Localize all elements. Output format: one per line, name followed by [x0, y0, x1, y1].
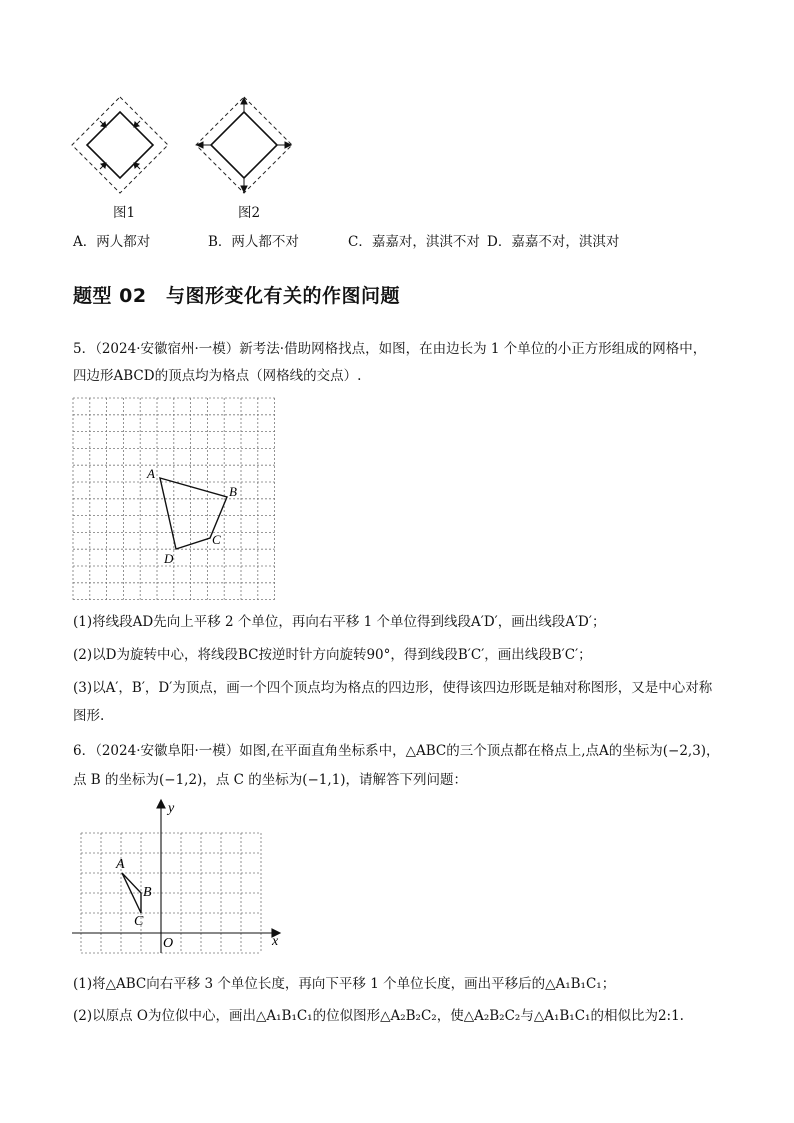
q6-coordinate-figure	[70, 798, 285, 958]
figure-2-caption: 图2	[238, 205, 261, 221]
q5-part1: (1)将线段AD先向上平移 2 个单位，再向右平移 1 个单位得到线段A′D′，画出线段A′D′；	[73, 614, 606, 630]
q5-label-c: C	[212, 532, 221, 547]
section-title: 题型 02 与图形变化有关的作图问题	[73, 285, 401, 307]
q6-label-a: A	[116, 857, 125, 872]
choice-a: A．两人都对	[73, 234, 151, 250]
q5-part2: (2)以D为旋转中心，将线段BC按逆时针方向旋转90°，得到线段B′C′，画出线段B′C′；	[73, 647, 592, 663]
q6-stem-line2: 点 B 的坐标为(−1,2)，点 C 的坐标为(−1,1)，请解答下列问题：	[73, 772, 468, 788]
origin-label: O	[163, 936, 174, 951]
q5-part3-line1: (3)以A′，B′，D′为顶点，画一个四个顶点均为格点的四边形，使得该四边形既是轴对称图形，又是中心对称	[73, 680, 713, 696]
q5-stem-line1: 5．（2024·安徽宿州·一模）新考法·借助网格找点，如图，在由边长为 1 个单位的小正方形组成的网格中，	[73, 341, 707, 357]
figure-1-caption: 图1	[113, 205, 136, 221]
choice-c: C．嘉嘉对，淇淇不对	[348, 234, 480, 250]
figure-2	[194, 94, 294, 194]
q5-label-d: D	[164, 551, 174, 566]
q5-label-b: B	[229, 484, 237, 499]
y-axis-label: y	[168, 801, 175, 816]
q5-part3-line2: 图形.	[73, 708, 105, 724]
q6-part1: (1)将△ABC向右平移 3 个单位长度，再向下平移 1 个单位长度，画出平移后的△A₁B₁C₁；	[73, 976, 616, 992]
q6-part2: (2)以原点 O为位似中心，画出△A₁B₁C₁的位似图形△A₂B₂C₂，使△A₂B₂C₂与△A₁B₁C₁的相似比为2:1.	[73, 1008, 684, 1024]
q6-stem-line1: 6．（2024·安徽阜阳·一模）如图,在平面直角坐标系中，△ABC的三个顶点都在格点上,点A的坐标为(−2,3)，	[73, 743, 720, 759]
choice-b: B．两人都不对	[208, 234, 299, 250]
q6-label-b: B	[143, 885, 152, 900]
q5-grid-figure	[72, 397, 282, 603]
q5-stem-line2: 四边形ABCD的顶点均为格点（网格线的交点）.	[73, 368, 362, 384]
q6-label-c: C	[134, 914, 144, 929]
q5-label-a: A	[147, 466, 155, 481]
x-axis-label: x	[272, 934, 279, 949]
figure-1	[66, 94, 186, 194]
choice-d: D．嘉嘉不对，淇淇对	[487, 234, 620, 250]
